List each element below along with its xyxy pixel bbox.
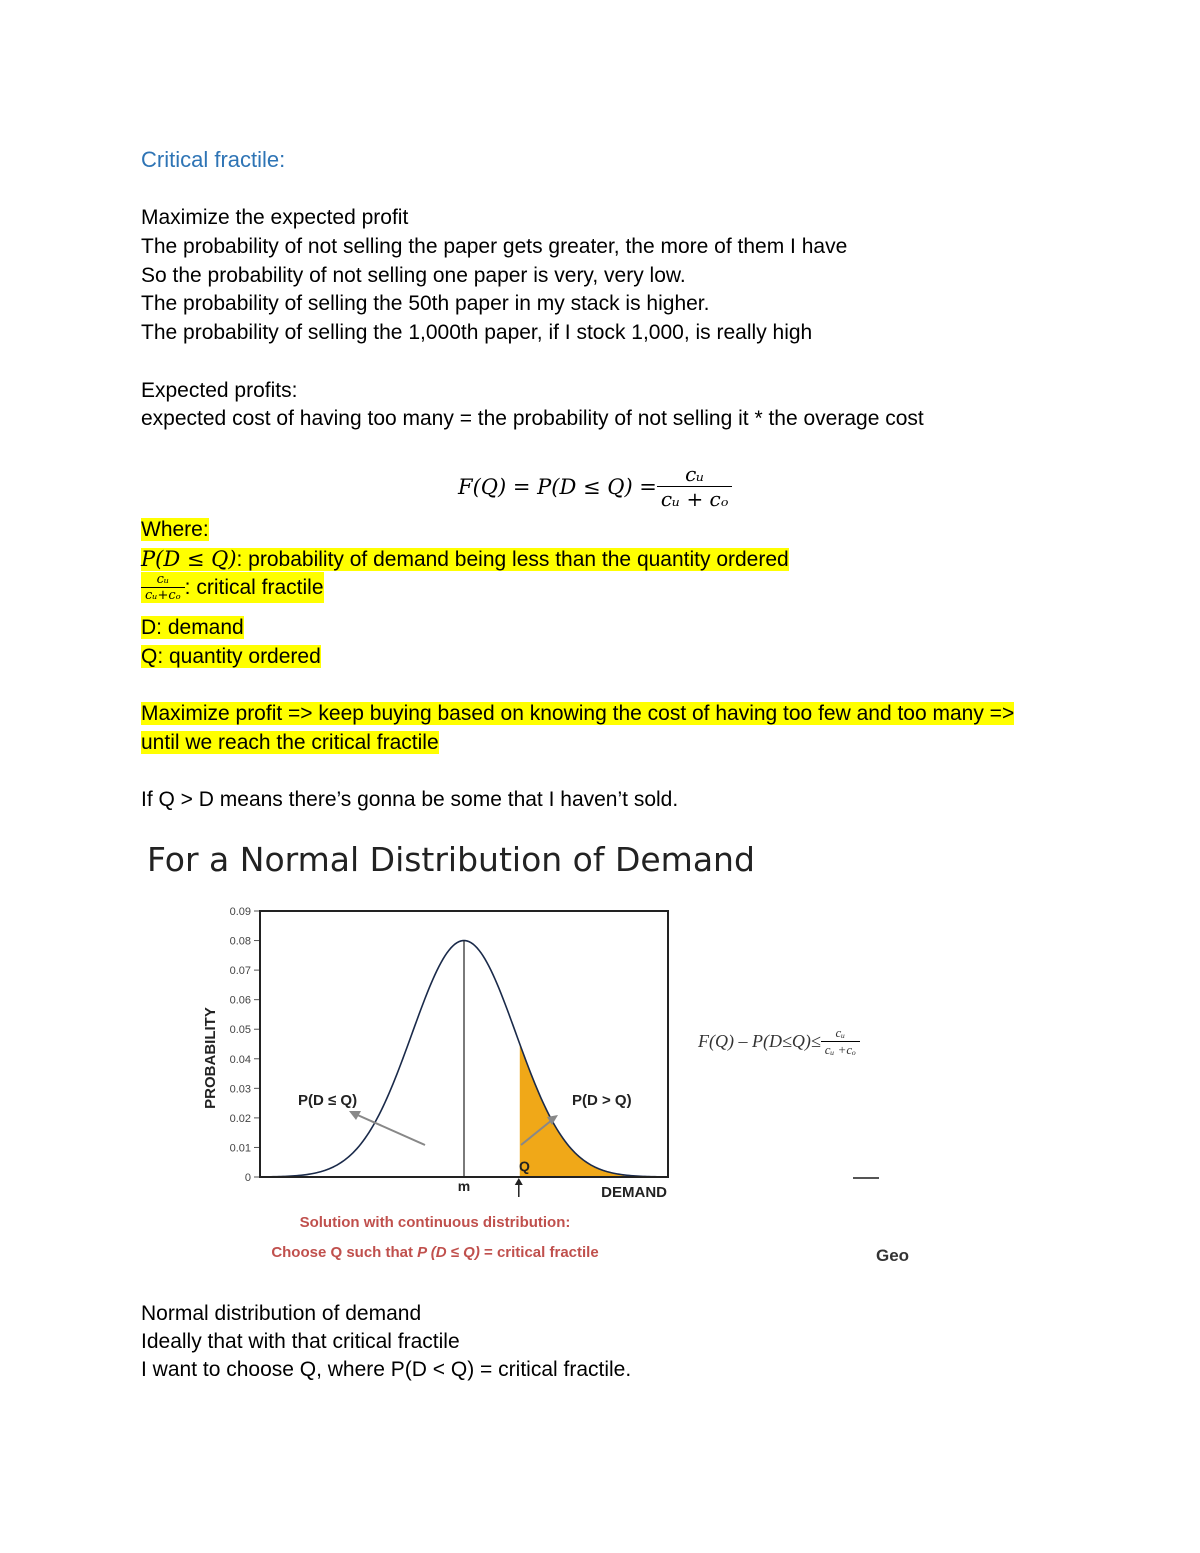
y-tick-label: 0.05: [229, 1024, 251, 1037]
y-axis-title: PROBABILITY: [202, 1007, 219, 1109]
y-ticks: [230, 906, 260, 1184]
caption-line-1: Solution with continuous distribution:: [299, 1214, 571, 1231]
where-title: [141, 516, 209, 544]
if-line: If Q > D means there’s gonna be some that I haven’t sold.: [141, 788, 679, 811]
y-tick-label: 0.07: [229, 965, 251, 978]
y-tick-label: 0.08: [229, 935, 251, 948]
x-axis-title: DEMAND: [601, 1184, 667, 1201]
normal-curve: [269, 941, 665, 1177]
y-tick-label: 0.09: [229, 906, 251, 918]
caption-2-post: = critical fractile: [479, 1244, 599, 1261]
where-q-line: [141, 643, 321, 671]
intro-line-2: The probability of not selling the paper gets greater, the more of them I have: [141, 235, 848, 258]
side-formula-numerator: cᵤ: [835, 1025, 846, 1040]
intro-line-4: The probability of selling the 50th paper in my stack is higher.: [141, 292, 710, 315]
where-fraction-desc: : critical fractile: [184, 575, 324, 599]
where-d-def: D: demand: [141, 616, 244, 639]
y-tick-label: 0.02: [229, 1112, 251, 1125]
intro-line-5: The probability of selling the 1,000th paper, if I stock 1,000, is really high: [141, 321, 813, 344]
where-d-line: [141, 614, 244, 642]
where-fraction-denominator: cᵤ+cₒ: [141, 587, 185, 603]
caption-line-2: [271, 1244, 598, 1261]
geo-label: Geo: [876, 1246, 910, 1265]
main-formula-denominator: cᵤ + cₒ: [657, 486, 733, 511]
where-p-symbol: P(D ≤ Q): [141, 547, 237, 571]
left-label: P(D ≤ Q): [298, 1092, 358, 1109]
side-dash: [853, 1177, 879, 1179]
y-tick-label: 0.06: [229, 994, 251, 1007]
shaded-area-p-d-gt-q: [520, 1044, 625, 1177]
intro-line-3: So the probability of not selling one paper is very, very low.: [141, 264, 686, 287]
closing-line-3: I want to choose Q, where P(D < Q) = critical fractile.: [141, 1358, 632, 1381]
y-axis-title-group: [202, 1007, 219, 1109]
where-fraction-numerator: cᵤ: [156, 572, 170, 587]
maximize-line-2-text: until we reach the critical fractile: [141, 731, 439, 754]
where-fraction-line: [141, 572, 324, 603]
where-title-text: Where:: [141, 518, 209, 541]
main-formula-fraction: [657, 462, 733, 511]
y-tick-label: 0.03: [229, 1083, 251, 1096]
intro-line-1: Maximize the expected profit: [141, 206, 409, 229]
y-tick-label: 0.01: [229, 1142, 251, 1155]
q-up-arrow-head: [515, 1178, 523, 1185]
y-tick-label: 0: [244, 1172, 251, 1184]
normal-distribution-chart: [195, 895, 685, 1270]
closing-line-2: Ideally that with that critical fractile: [141, 1330, 460, 1353]
right-label: P(D > Q): [572, 1092, 632, 1109]
caption-2-p: P (D ≤ Q): [417, 1244, 480, 1261]
side-formula: [698, 1025, 860, 1058]
closing-line-1: Normal distribution of demand: [141, 1302, 422, 1325]
heading: Critical fractile:: [141, 147, 286, 172]
where-p-line: [141, 545, 789, 574]
main-formula-lhs: F(Q) = P(D ≤ Q) =: [458, 474, 657, 499]
where-p-desc: : probability of demand being less than the quantity ordered: [236, 548, 789, 571]
q-label: Q: [519, 1158, 530, 1174]
main-formula-numerator: cᵤ: [685, 462, 705, 486]
figure-title: For a Normal Distribution of Demand: [147, 840, 755, 879]
side-formula-lhs: F(Q) – P(D≤Q)≤: [698, 1031, 821, 1051]
y-tick-label: 0.04: [229, 1053, 251, 1066]
expected-profits-line: expected cost of having too many = the probability of not selling it * the overage cost: [141, 407, 924, 430]
caption-2-pre: Choose Q such that: [271, 1244, 418, 1261]
maximize-line-1: [141, 700, 1014, 728]
side-formula-fraction: [821, 1025, 860, 1058]
where-fraction: [141, 572, 185, 603]
maximize-line-2: [141, 729, 439, 757]
expected-profits-title: Expected profits:: [141, 379, 298, 402]
side-formula-denominator: cᵤ +cₒ: [821, 1041, 860, 1058]
main-formula: [458, 462, 732, 511]
maximize-line-1-text: Maximize profit => keep buying based on knowing the cost of having too few and too many =>: [141, 702, 1015, 725]
where-q-def: Q: quantity ordered: [141, 645, 321, 668]
m-label: m: [457, 1178, 471, 1194]
